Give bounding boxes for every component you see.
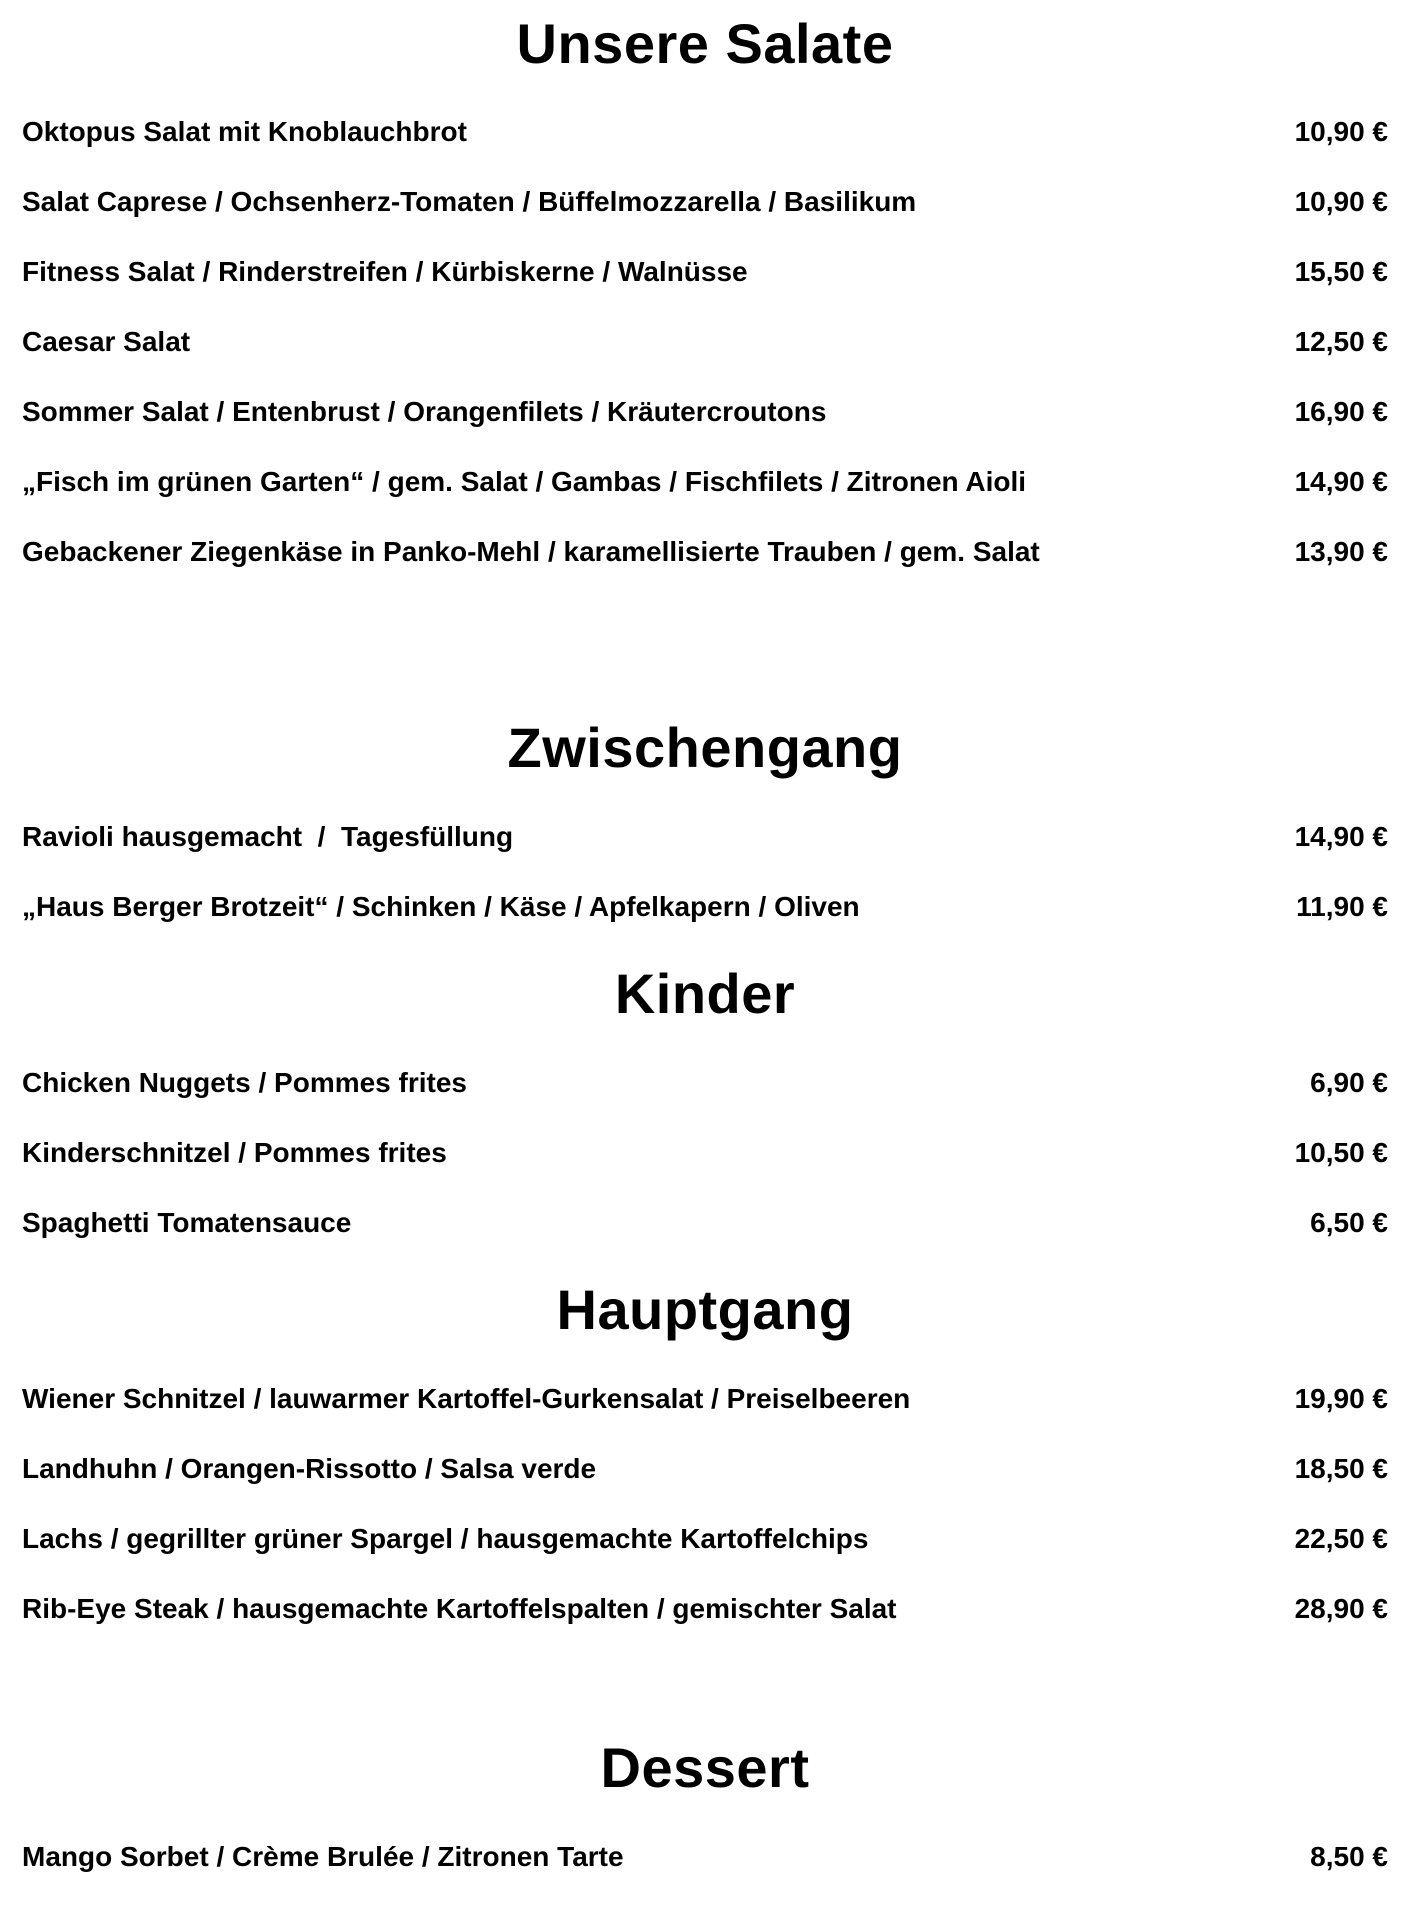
menu-item — [22, 1061, 1388, 1105]
menu-item-price: 10,90 € — [1294, 116, 1388, 147]
menu-item — [22, 530, 1388, 574]
menu-item — [22, 390, 1388, 434]
menu-item — [22, 1517, 1388, 1561]
menu-item-name: Fitness Salat / Rinderstreifen / Kürbiskerne / Walnüsse — [22, 256, 748, 287]
menu-item-name: Mango Sorbet / Crème Brulée / Zitronen Tarte — [22, 1841, 624, 1872]
menu-item — [22, 180, 1388, 224]
menu-item-name: Wiener Schnitzel / lauwarmer Kartoffel-Gurkensalat / Preiselbeeren — [22, 1383, 911, 1414]
menu-item-name: Rib-Eye Steak / hausgemachte Kartoffelspalten / gemischter Salat — [22, 1593, 897, 1624]
menu-item-name: „Haus Berger Brotzeit“ / Schinken / Käse / Apfelkapern / Oliven — [22, 891, 860, 922]
menu-item-price: 11,90 € — [1296, 891, 1388, 922]
menu-item-name: Salat Caprese / Ochsenherz-Tomaten / Büffelmozzarella / Basilikum — [22, 186, 917, 217]
menu-item — [22, 1447, 1388, 1491]
menu-item — [22, 1131, 1388, 1175]
menu-item-name: Spaghetti Tomatensauce — [22, 1207, 352, 1238]
menu-item — [22, 815, 1388, 859]
menu-item-price: 22,50 € — [1294, 1523, 1388, 1554]
menu-item-name: Kinderschnitzel / Pommes frites — [22, 1137, 447, 1168]
menu-item-price: 19,90 € — [1294, 1383, 1388, 1414]
menu-item-price: 18,50 € — [1294, 1453, 1388, 1484]
menu-item-price: 12,50 € — [1294, 326, 1388, 357]
menu-item-name: Ravioli hausgemacht / Tagesfüllung — [22, 821, 514, 852]
menu-item-name: Landhuhn / Orangen-Rissotto / Salsa verde — [22, 1453, 597, 1484]
section-title-hauptgang: Hauptgang — [556, 1278, 854, 1341]
section-title-dessert: Dessert — [600, 1736, 810, 1799]
menu-item — [22, 320, 1388, 364]
menu-item-price: 14,90 € — [1294, 821, 1388, 852]
menu-item — [22, 1835, 1388, 1879]
menu-item — [22, 250, 1388, 294]
menu-item-price: 16,90 € — [1294, 396, 1388, 427]
menu-item — [22, 885, 1388, 929]
menu-item-price: 6,50 € — [1310, 1207, 1388, 1238]
menu-item-price: 10,50 € — [1294, 1137, 1388, 1168]
menu-item-price: 10,90 € — [1294, 186, 1388, 217]
menu-item-name: „Fisch im grünen Garten“ / gem. Salat / Gambas / Fischfilets / Zitronen Aioli — [22, 466, 1027, 497]
menu-item — [22, 110, 1388, 154]
menu-item — [22, 460, 1388, 504]
section-title-kinder: Kinder — [614, 962, 796, 1025]
menu-item-price: 8,50 € — [1310, 1841, 1388, 1872]
section-title-zwischengang: Zwischengang — [507, 716, 903, 779]
section-title-salate: Unsere Salate — [516, 12, 894, 75]
menu-item-price: 15,50 € — [1294, 256, 1388, 287]
menu-item-name: Sommer Salat / Entenbrust / Orangenfilets / Kräutercroutons — [22, 396, 827, 427]
menu-item-price: 14,90 € — [1294, 466, 1388, 497]
menu-item-price: 28,90 € — [1294, 1593, 1388, 1624]
menu-item — [22, 1587, 1388, 1631]
menu-item-name: Oktopus Salat mit Knoblauchbrot — [22, 116, 467, 147]
menu-item-price: 13,90 € — [1294, 536, 1388, 567]
menu-item — [22, 1201, 1388, 1245]
menu-item-name: Gebackener Ziegenkäse in Panko-Mehl / karamellisierte Trauben / gem. Salat — [22, 536, 1040, 567]
menu-item — [22, 1377, 1388, 1421]
menu-item-name: Chicken Nuggets / Pommes frites — [22, 1067, 468, 1098]
menu-item-name: Lachs / gegrillter grüner Spargel / hausgemachte Kartoffelchips — [22, 1523, 869, 1554]
menu-item-name: Caesar Salat — [22, 326, 191, 357]
menu-item-price: 6,90 € — [1310, 1067, 1388, 1098]
